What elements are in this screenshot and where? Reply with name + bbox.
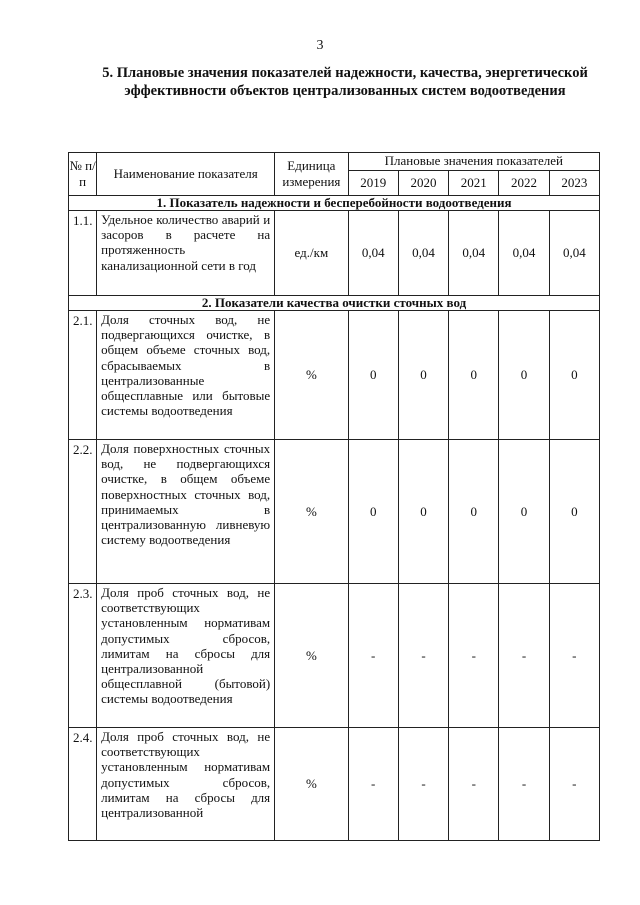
indicators-table [68,152,600,841]
row-unit: % [275,440,348,584]
header-year: 2020 [398,170,448,195]
row-value: - [499,584,549,728]
header-planned: Плановые значения показателей [348,153,599,171]
row-value: - [549,584,599,728]
page-number: 3 [316,38,324,53]
row-value: 0,04 [449,211,499,296]
document-title: 5. Плановые значения показателей надежности, качества, энергетической эффективности объектов централизованных систем водоотведения [102,65,588,99]
row-value: - [348,584,398,728]
row-value: 0 [449,440,499,584]
row-num: 2.3. [69,584,97,728]
row-value: 0 [549,311,599,440]
row-num: 2.1. [69,311,97,440]
row-value: 0 [348,311,398,440]
header-year: 2023 [549,170,599,195]
row-value: 0 [499,311,549,440]
table-row [69,211,600,296]
row-name: Доля проб сточных вод, не соответствующих установленным нормативам допустимых сбросов, лимитам на сбросы для централизованной [97,728,275,841]
row-value: - [449,728,499,841]
section-row [69,296,600,311]
row-value: 0 [499,440,549,584]
header-name: Наименование показателя [97,153,275,196]
row-name: Доля сточных вод, не подвергающихся очистке, в общем объеме сточных вод, сбрасываемых в централизованные общесплавные или бытовые системы водоотведения [97,311,275,440]
table-row [69,584,600,728]
section-title: 1. Показатель надежности и бесперебойности водоотведения [69,196,600,211]
row-name: Удельное количество аварий и засоров в расчете на протяженность канализационной сети в год [97,211,275,296]
row-num: 2.2. [69,440,97,584]
row-name: Доля поверхностных сточных вод, не подвергающихся очистке, в общем объеме поверхностных сточных вод, принимаемых в централизованную ливневую систему водоотведения [97,440,275,584]
row-value: 0,04 [549,211,599,296]
row-value: - [398,584,448,728]
row-unit: % [275,311,348,440]
header-num: № п/п [69,153,97,196]
header-year: 2021 [449,170,499,195]
row-value: - [549,728,599,841]
header-year: 2022 [499,170,549,195]
row-value: 0 [398,440,448,584]
row-unit: % [275,728,348,841]
row-value: 0,04 [348,211,398,296]
row-value: 0 [398,311,448,440]
row-value: 0,04 [398,211,448,296]
row-unit: ед./км [275,211,348,296]
row-unit: % [275,584,348,728]
table-row [69,728,600,841]
row-name: Доля проб сточных вод, не соответствующих установленным нормативам допустимых сбросов, лимитам на сбросы для централизованной общесплавной (бытовой) системы водоотведения [97,584,275,728]
row-value: - [499,728,549,841]
section-row [69,196,600,211]
row-value: 0 [549,440,599,584]
row-value: 0 [449,311,499,440]
section-title: 2. Показатели качества очистки сточных вод [69,296,600,311]
row-num: 2.4. [69,728,97,841]
row-value: - [348,728,398,841]
table-row [69,440,600,584]
row-num: 1.1. [69,211,97,296]
row-value: - [398,728,448,841]
table-row [69,311,600,440]
row-value: 0 [348,440,398,584]
row-value: - [449,584,499,728]
header-unit: Единица измерения [275,153,348,196]
header-year: 2019 [348,170,398,195]
row-value: 0,04 [499,211,549,296]
